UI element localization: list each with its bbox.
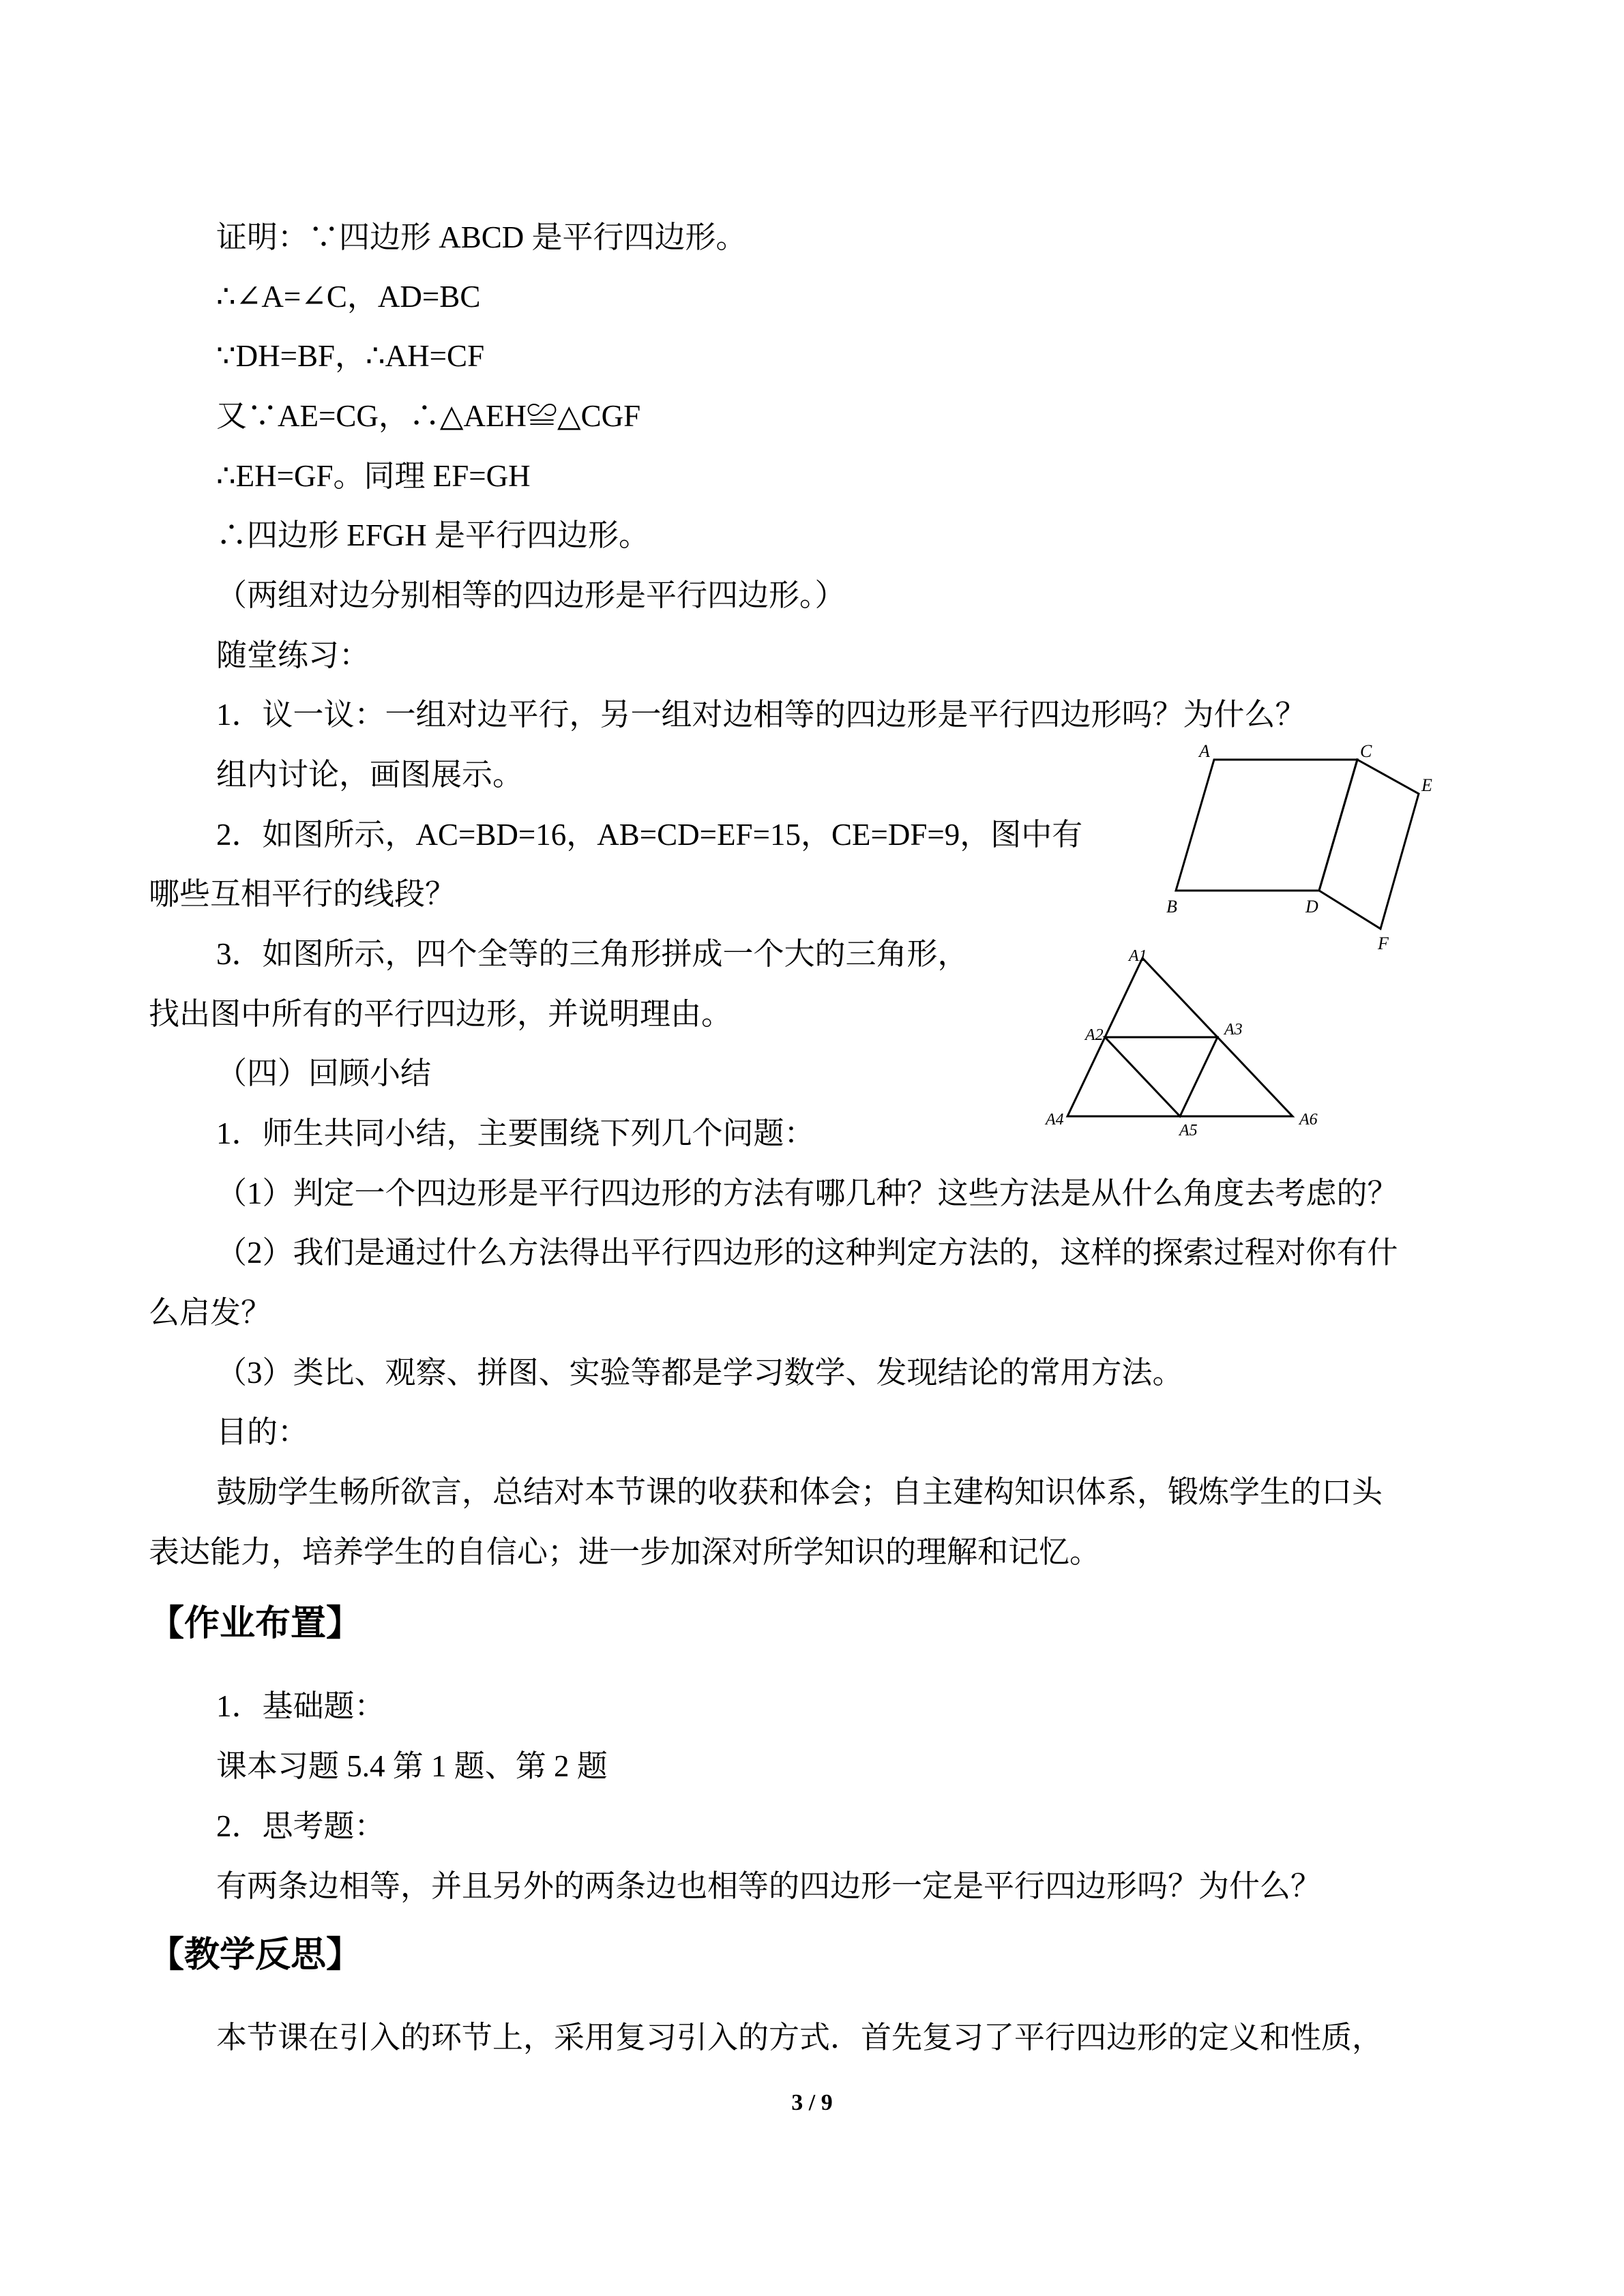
- label-a5: A5: [1179, 1122, 1198, 1139]
- proof-line: ∴EH=GF。同理 EF=GH: [216, 459, 531, 493]
- label-a4: A4: [1046, 1111, 1064, 1129]
- triangle-figure: [1040, 944, 1333, 1142]
- reflection-heading: 【教学反思】: [149, 1935, 362, 1976]
- homework-item: 1．基础题：: [216, 1689, 385, 1723]
- purpose-text: 表达能力，培养学生的自信心；进一步加深对所学知识的理解和记忆。: [149, 1535, 1101, 1569]
- label-c: C: [1360, 741, 1372, 761]
- proof-line: ∴四边形 EFGH 是平行四边形。: [216, 518, 650, 552]
- label-a2: A2: [1085, 1026, 1104, 1044]
- triangle-middle: [1105, 1037, 1217, 1116]
- summary-item: （2）我们是通过什么方法得出平行四边形的这种判定方法的，这样的探索过程对你有什: [216, 1236, 1398, 1270]
- homework-item: 课本习题 5.4 第 1 题、第 2 题: [216, 1749, 608, 1783]
- label-a1: A1: [1129, 947, 1147, 965]
- practice-heading: 随堂练习：: [216, 638, 370, 672]
- parallelogram-figure: [1153, 736, 1446, 955]
- summary-item: （3）类比、观察、拼图、实验等都是学习数学、发现结论的常用方法。: [216, 1356, 1183, 1390]
- proof-line: 又∵AE=CG，∴△AEH≌△CGF: [216, 399, 641, 433]
- summary-item: （1）判定一个四边形是平行四边形的方法有哪几种？这些方法是从什么角度去考虑的？: [216, 1176, 1398, 1210]
- label-e: E: [1421, 775, 1432, 795]
- summary-item: 么启发？: [149, 1296, 272, 1330]
- practice-item: 3．如图所示，四个全等的三角形拼成一个大的三角形，: [216, 937, 969, 971]
- practice-item: 哪些互相平行的线段？: [149, 877, 456, 911]
- practice-item: 1．议一议：一组对边平行，另一组对边相等的四边形是平行四边形吗？为什么？: [216, 698, 1306, 732]
- label-f: F: [1378, 934, 1389, 953]
- summary-item: 1．师生共同小结，主要围绕下列几个问题：: [216, 1116, 815, 1150]
- purpose-text: 鼓励学生畅所欲言，总结对本节课的收获和体会；自主建构知识体系，锻炼学生的口头: [216, 1475, 1383, 1509]
- proof-note: （两组对边分别相等的四边形是平行四边形。）: [216, 578, 846, 612]
- proof-line: ∵DH=BF，∴AH=CF: [216, 339, 485, 373]
- parallelogram-cefd: [1319, 760, 1419, 929]
- parallelogram-abdc: [1176, 760, 1357, 891]
- label-a: A: [1199, 741, 1210, 761]
- practice-item: 2．如图所示，AC=BD=16，AB=CD=EF=15，CE=DF=9，图中有: [216, 818, 1083, 852]
- page-number: 3 / 9: [791, 2090, 833, 2115]
- practice-item: 组内讨论，画图展示。: [216, 758, 524, 792]
- label-b: B: [1166, 897, 1177, 916]
- homework-item: 有两条边相等，并且另外的两条边也相等的四边形一定是平行四边形吗？为什么？: [216, 1869, 1322, 1903]
- proof-line: ∴∠A=∠C，AD=BC: [216, 280, 481, 314]
- homework-heading: 【作业布置】: [149, 1603, 362, 1644]
- section-heading: （四）回顾小结: [216, 1056, 432, 1090]
- label-d: D: [1305, 897, 1318, 916]
- purpose-label: 目的：: [216, 1415, 309, 1449]
- homework-item: 2．思考题：: [216, 1809, 385, 1843]
- label-a3: A3: [1224, 1021, 1243, 1039]
- practice-item: 找出图中所有的平行四边形，并说明理由。: [149, 997, 733, 1031]
- reflection-text: 本节课在引入的环节上，采用复习引入的方式．首先复习了平行四边形的定义和性质，: [216, 2021, 1383, 2055]
- label-a6: A6: [1299, 1111, 1318, 1129]
- proof-line: 证明：∵四边形 ABCD 是平行四边形。: [216, 220, 747, 254]
